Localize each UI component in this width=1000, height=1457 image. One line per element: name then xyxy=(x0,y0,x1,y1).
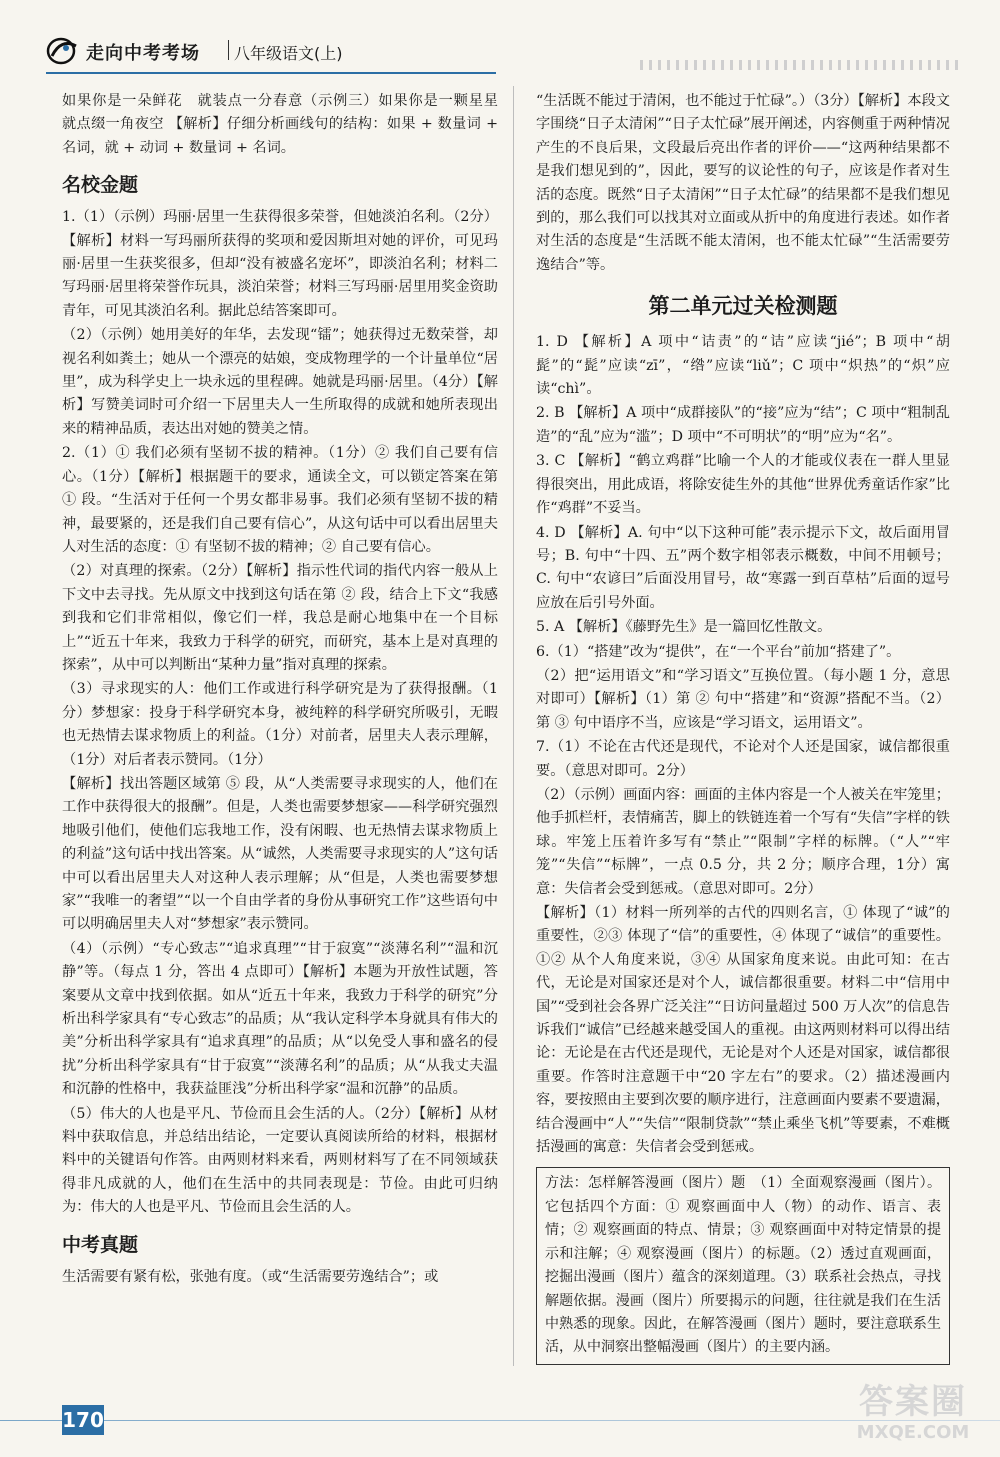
column-divider xyxy=(513,86,514,1366)
unit-answer-7-2: （2）（示例）画面内容：画面的主体内容是一个人被关在牢笼里；他手抓栏杆，表情痛苦，脚上的铁链连着一个写有“失信”字样的铁球。牢笼上压着许多写有“禁止”“限制”字样的标牌。（“人”“牢笼”“失信”“标牌”，一点 0.5 分，共 2 分；顺序合理，1分）寓意：失信者会受到惩戒。（意思对即可。2分） xyxy=(536,786,950,897)
watermark-bottom: MXQE.COM xyxy=(856,1422,970,1443)
unit-answer-7-analysis: 【解析】（1）材料一所列举的古代的四则名言，① 体现了“诚”的重要性，②③ 体现了“信”的重要性，④ 体现了“诚信”的重要性。①② 从个人角度来说，③④ 从国家角度来说。由此可知：在古代，无论是对国家还是对个人，诚信都很重要。材料二中“信用中国”“受到社会各界广泛关注”“日访问量超过 500 万人次”的信息告诉我们“诚信”已经越来越受国人的重视。由这两则材料可以得出结论：无论是在古代还是现代，无论是对个人还是对国家，诚信都很重要。作答时注意题干中“20 字左右”的要求。（2）描述漫画内容，要按照由主要到次要的顺序进行，注意画面内要素不要遗漏，结合漫画中“人”“失信”“限制贷款”“禁止乘坐飞机”等要素，不难概括漫画的寓意：失信者会受到惩戒。 xyxy=(536,905,950,1156)
intro-answer: 如果你是一朵鲜花 就装点一分春意（示例三）如果你是一颗星星 就点缀一角夜空 【解析】仔细分析画线句的结构：如果 + 数量词 + 名词，就 + 动词 + 数量词 + 名词。 xyxy=(62,93,513,156)
answer-1-1: 1.（1）（示例）玛丽·居里一生获得很多荣誉，但她淡泊名利。（2分）【解析】材料一写玛丽所获得的奖项和爱因斯坦对她的评价，可见玛丽·居里一生获奖很多，但却“没有被盛名宠坏”，即淡泊名利；材料二写玛丽·居里将荣誉作玩具，淡泊荣誉；材料三写玛丽·居里用奖金资助青年，可见其淡泊名利。据此总结答案即可。 xyxy=(62,209,498,319)
book-subtitle: 八年级语文(上) xyxy=(234,44,343,63)
answer-1-2: （2）（示例）她用美好的年华，去发现“镭”；她获得过无数荣誉，却视名利如粪土；她从一个漂亮的姑娘，变成物理学的一个计量单位“居里”，成为科学史上一块永远的里程碑。她就是玛丽·居里。（4分）【解析】写赞美词时可介绍一下居里夫人一生所取得的成就和她所表现出来的精神品质，表达出对她的赞美之情。 xyxy=(62,327,498,437)
answer-2-3-analysis: 【解析】找出答题区域第 ⑤ 段，从“人类需要寻求现实的人，他们在工作中获得很大的报酬”。但是，人类也需要梦想家——科学研究强烈地吸引他们，使他们忘我地工作，没有闲暇、也无热情去谋求物质上的利益”这句话中找出答案。从“诚然，人类需要寻求现实的人”这句话中可以看出居里夫人对这种人表示理解；从“但是，人类也需要梦想家”“我唯一的奢望”“以一个自由学者的身份从事研究工作”这些语句中可以明确居里夫人对“梦想家”表示赞同。 xyxy=(62,775,498,933)
answer-2-5: （5）伟大的人也是平凡、节俭而且会生活的人。（2分）【解析】从材料中获取信息，并总结出结论，一定要认真阅读所给的材料，根据材料中的关键语句作答。由两则材料来看，两则材料写了在不同领域获得非凡成就的人，他们在生活中的共同表现是：节俭。由此可归纳为：伟大的人也是平凡、节俭而且会生活的人。 xyxy=(62,1105,498,1216)
unit-answer-5: 5. A 【解析】《藤野先生》是一篇回忆性散文。 xyxy=(536,619,832,636)
section-title-zhongkao: 中考真题 xyxy=(62,1233,139,1256)
answer-2-4: （4）（示例）“专心致志”“追求真理”“甘于寂寞”“淡薄名利”“温和沉静”等。（每点 1 分，答出 4 点即可）【解析】本题为开放性试题，答案要从文章中找到依据。如从“近五十年来，我致力于科学的研究”分析出科学家具有“专心致志”的品质；从“我认定科学本身就具有伟大的美”分析出科学家具有“追求真理”的品质；从“以免受人事和盛名的侵扰”分析出科学家具有“甘于寂寞”“淡薄名利”的品质；从“从我丈夫温和沉静的性格中，我获益匪浅”分析出科学家“温和沉静”的品质。 xyxy=(62,940,498,1098)
watermark xyxy=(838,1382,988,1452)
unit-answer-3: 3. C 【解析】“鹤立鸡群”比喻一个人的才能或仪表在一群人里显得很突出，用此成语，将除安徒生外的其他“世界优秀童话作家”比作“鸡群”不妥当。 xyxy=(536,453,950,517)
unit-answer-4: 4. D 【解析】A. 句中“以下这种可能”表示提示下文，故后面用冒号；B. 句中“十四、五”两个数字相邻表示概数，中间不用顿号；C. 句中“农谚曰”后面没用冒号，故“寒露一到百草枯”后面的逗号应放在后引号外面。 xyxy=(536,524,950,611)
answer-2-3: （3）寻求现实的人：他们工作或进行科学研究是为了获得报酬。（1分）梦想家：投身于科学研究本身，被纯粹的科学研究所吸引，无暇也无热情去谋求物质上的利益。（1分）对前者，居里夫人表示理解，（1分）对后者表示赞同。（1分） xyxy=(62,681,498,768)
left-column xyxy=(62,90,513,1290)
header-rule xyxy=(46,72,496,74)
answer-2-2: （2）对真理的探索。（2分）【解析】指示性代词的指代内容一般从上下文中去寻找。先从原文中找到这句话在第 ② 段，结合上下文“我感到我和它们非常相似，像它们一样，我总是耐心地集中在一个目标上”“近五十年来，我致力于科学的研究，而研究，基本上是对真理的探索”，从中可以判断出“某种力量”指对真理的探索。 xyxy=(62,563,498,673)
unit-answer-1: 1. D 【解析】A 项中“诘责”的“诘”应读“jié”；B 项中“胡髭”的“髭”应读“zī”，“绺”应读“liǔ”；C 项中“炽热”的“炽”应读“chì”。 xyxy=(536,334,950,398)
right-column xyxy=(536,90,950,1365)
method-box: 方法：怎样解答漫画（图片）题 （1）全面观察漫画（图片）。它包括四个方面：① 观察画面中人（物）的动作、语言、表情；② 观察画面的特点、情景；③ 观察画面中对特定情景的提示和注解；④ 观察漫画（图片）的标题。（2）透过直观画面，挖掘出漫画（图片）蕴含的深刻道理。（3）联系社会热点，寻找解题依据。漫画（图片）所要揭示的问题，往往就是我们在生活中熟悉的现象。因此，在解答漫画（图片）题时，要注意联系生活，从中洞察出整幅漫画（图片）的主要内涵。 xyxy=(536,1167,950,1364)
unit-answer-6-1: 6.（1）“搭建”改为“提供”，在“一个平台”前加“搭建了”。 xyxy=(536,643,901,660)
page-header xyxy=(46,34,646,68)
watermark-top: 答案圈 xyxy=(859,1382,967,1422)
brand-title: 走向中考考场 xyxy=(86,43,200,64)
zhongkao-answer-cont: “生活既不能过于清闲，也不能过于忙碌”。）（3分）【解析】本段文字围绕“日子太清闲”“日子太忙碌”展开阐述，内容侧重于两种情况产生的不良后果，文段最后亮出作者的评价——“这两种结果都不是我们想见到的”，因此，要写的议论性的句子，应该是作者对生活的态度。既然“日子太清闲”“日子太忙碌”的结果都不是我们想见到的，那么我们可以找其对立面或从折中的角度进行表述。如作者对生活的态度是“生活既不能太清闲，也不能太忙碌”“生活需要劳逸结合”等。 xyxy=(536,93,950,273)
zhongkao-answer: 生活需要有紧有松，张弛有度。（或“生活需要劳逸结合”；或 xyxy=(62,1268,439,1285)
brand-logo-icon xyxy=(46,36,80,66)
unit-test-title: 第二单元过关检测题 xyxy=(648,294,838,319)
answer-2-1: 2.（1）① 我们必须有坚韧不拔的精神。（1分）② 我们自己要有信心。（1分）【解析】根据题干的要求，通读全文，可以锁定答案在第 ① 段。“生活对于任何一个男女都非易事。我们必须有坚韧不拔的精神，最要紧的，还是我们自己要有信心”，从这句话中可以看出居里夫人对生活的态度：① 有坚韧不拔的精神；② 自己要有信心。 xyxy=(62,445,498,555)
header-divider xyxy=(228,40,229,60)
page-number: 170 xyxy=(62,1405,104,1435)
section-title-mingxiao: 名校金题 xyxy=(62,174,139,197)
header-dots xyxy=(640,60,960,70)
unit-answer-2: 2. B 【解析】A 项中“成群接队”的“接”应为“结”；C 项中“粗制乱造”的“乱”应为“滥”；D 项中“不可明状”的“明”应为“名”。 xyxy=(536,405,950,445)
unit-answer-7-1: 7.（1）不论在古代还是现代，不论对个人还是国家，诚信都很重要。（意思对即可。2分） xyxy=(536,739,950,779)
unit-answer-6-2: （2）把“运用语文”和“学习语文”互换位置。（每小题 1 分，意思对即可）【解析】（1）第 ② 句中“搭建”和“资源”搭配不当。（2）第 ③ 句中语序不当，应该是“学习语文，运用语文”。 xyxy=(536,667,950,731)
